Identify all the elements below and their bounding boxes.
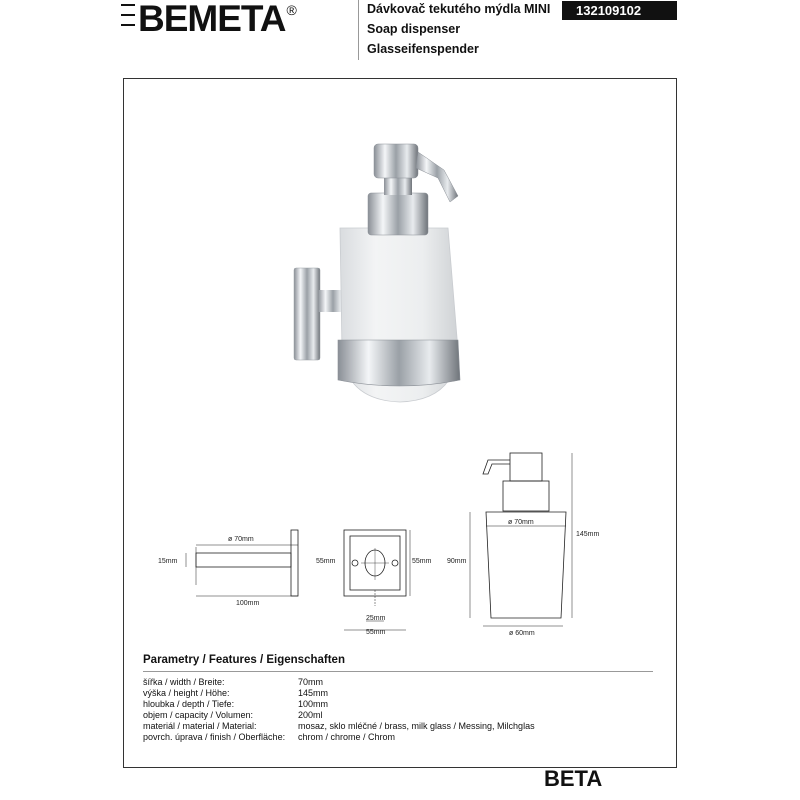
params-divider: [143, 671, 653, 672]
dim-front-bottom-dia: ø 60mm: [509, 630, 535, 637]
param-value-depth: 100mm: [298, 699, 329, 709]
param-label-finish: povrch. úprava / finish / Oberfläche:: [143, 732, 286, 742]
param-value-height: 145mm: [298, 688, 329, 698]
dim-front-top-dia: ø 70mm: [508, 519, 534, 526]
product-code-badge: 132109102: [562, 1, 677, 20]
dim-plate-h: 55mm: [316, 558, 336, 565]
dim-side-length: 100mm: [236, 600, 260, 607]
model-name: BETA: [544, 766, 603, 791]
brand-registered-mark: ®: [286, 2, 296, 18]
param-value-capacity: 200ml: [298, 710, 323, 720]
title-de: Glasseifenspender: [367, 42, 479, 56]
title-en: Soap dispenser: [367, 22, 461, 36]
params-title: Parametry / Features / Eigenschaften: [143, 654, 345, 666]
dim-front-glass-h: 90mm: [447, 558, 467, 565]
title-cz: Dávkovač tekutého mýdla MINI: [367, 2, 551, 16]
dim-side-dia: ø 70mm: [228, 536, 254, 543]
param-label-capacity: objem / capacity / Volumen:: [143, 710, 254, 720]
dim-plate-h2: 55mm: [412, 558, 432, 565]
param-label-width: šířka / width / Breite:: [143, 677, 225, 687]
dim-plate-hole: 25mm: [366, 615, 386, 622]
dim-plate-w: 55mm: [366, 629, 386, 636]
dim-side-depth: 15mm: [158, 558, 178, 565]
param-value-width: 70mm: [298, 677, 324, 687]
param-value-finish: chrom / chrome / Chrom: [298, 732, 396, 742]
param-label-depth: hloubka / depth / Tiefe:: [143, 699, 235, 709]
param-label-material: materiál / material / Material:: [143, 721, 257, 731]
product-photo: [294, 144, 460, 402]
param-value-material: mosaz, sklo mléčné / brass, milk glass / Messing, Milchglas: [298, 721, 535, 731]
param-label-height: výška / height / Höhe:: [143, 688, 230, 698]
brand-name: BEMETA: [138, 0, 286, 39]
dim-front-total-h: 145mm: [576, 531, 600, 538]
front-view-drawing: [470, 453, 572, 626]
